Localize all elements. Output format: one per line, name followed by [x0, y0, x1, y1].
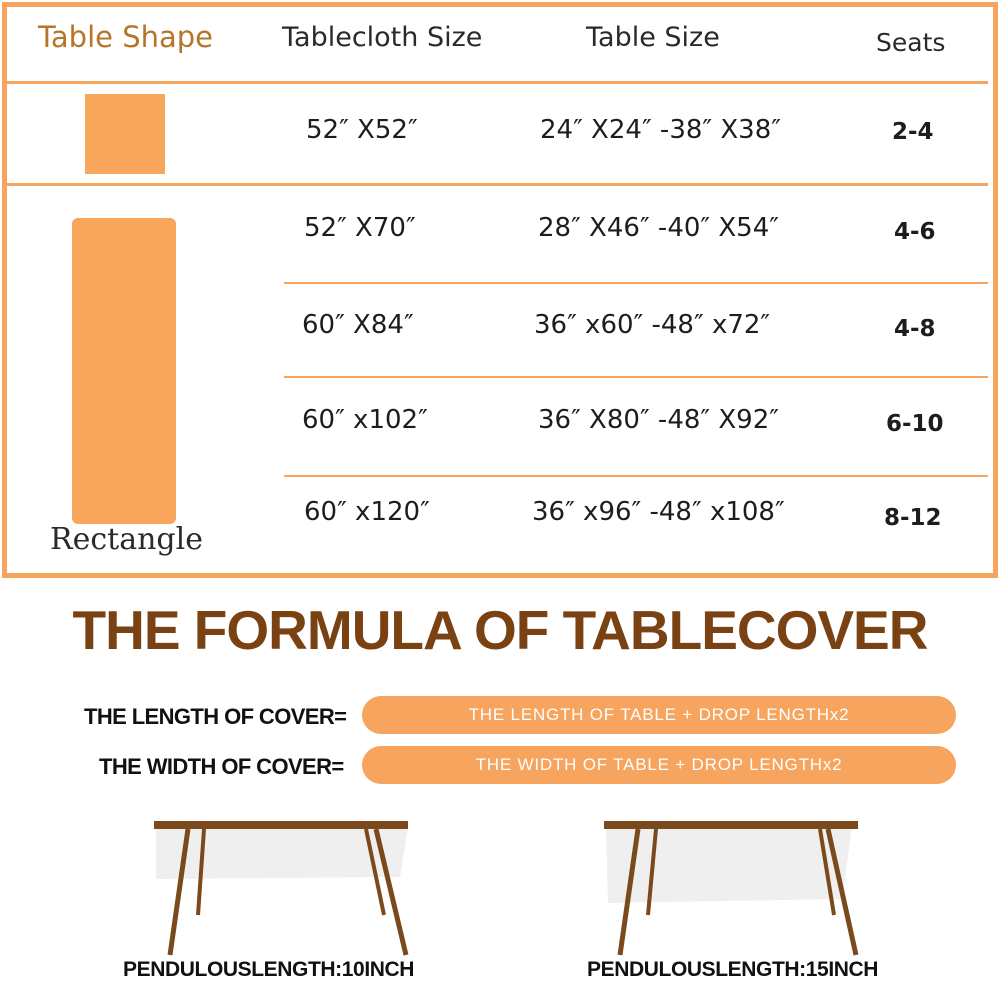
row-2-table-size: 28″ X46″ -40″ X54″	[538, 213, 779, 243]
header-table-shape: Table Shape	[38, 20, 214, 54]
row-divider	[284, 282, 988, 284]
row-5-table-size: 36″ x96″ -48″ x108″	[532, 497, 785, 527]
row-3-seats: 4-8	[894, 316, 936, 342]
table-illustration-15inch	[590, 815, 870, 960]
row-3-tablecloth-size: 60″ X84″	[302, 310, 414, 340]
row-1-tablecloth-size: 52″ X52″	[306, 115, 418, 145]
header-tablecloth-size: Tablecloth Size	[282, 22, 483, 53]
caption-15inch: PENDULOUSLENGTH:15INCH	[587, 958, 879, 981]
row-4-table-size: 36″ X80″ -48″ X92″	[538, 405, 779, 435]
width-of-cover-label: THE WIDTH OF COVER=	[99, 754, 344, 779]
tabletop	[604, 821, 858, 829]
rectangle-shape-icon	[72, 218, 176, 524]
row-1-seats: 2-4	[892, 119, 934, 145]
row-1-table-size: 24″ X24″ -38″ X38″	[540, 115, 781, 145]
tablecloth-drape	[606, 827, 852, 903]
caption-10inch: PENDULOUSLENGTH:10INCH	[123, 958, 415, 981]
header-divider	[7, 81, 988, 84]
row-divider	[284, 376, 988, 378]
formula-title: THE FORMULA OF TABLECOVER	[72, 599, 928, 661]
row-divider	[7, 183, 988, 186]
header-seats: Seats	[876, 28, 946, 57]
length-of-cover-label: THE LENGTH OF COVER=	[84, 704, 347, 729]
row-4-tablecloth-size: 60″ x102″	[302, 405, 428, 435]
table-illustration-10inch	[140, 815, 420, 960]
length-formula-pill: THE LENGTH OF TABLE + DROP LENGTHx2	[362, 696, 956, 734]
tabletop	[154, 821, 408, 829]
row-5-seats: 8-12	[884, 505, 942, 531]
header-table-size: Table Size	[586, 22, 720, 53]
row-3-table-size: 36″ x60″ -48″ x72″	[534, 310, 771, 340]
row-divider	[284, 475, 988, 477]
row-5-tablecloth-size: 60″ x120″	[304, 497, 430, 527]
row-2-seats: 4-6	[894, 219, 936, 245]
square-shape-icon	[85, 94, 165, 174]
rectangle-label: Rectangle	[50, 522, 203, 557]
row-2-tablecloth-size: 52″ X70″	[304, 213, 416, 243]
width-formula-pill: THE WIDTH OF TABLE + DROP LENGTHx2	[362, 746, 956, 784]
row-4-seats: 6-10	[886, 411, 944, 437]
